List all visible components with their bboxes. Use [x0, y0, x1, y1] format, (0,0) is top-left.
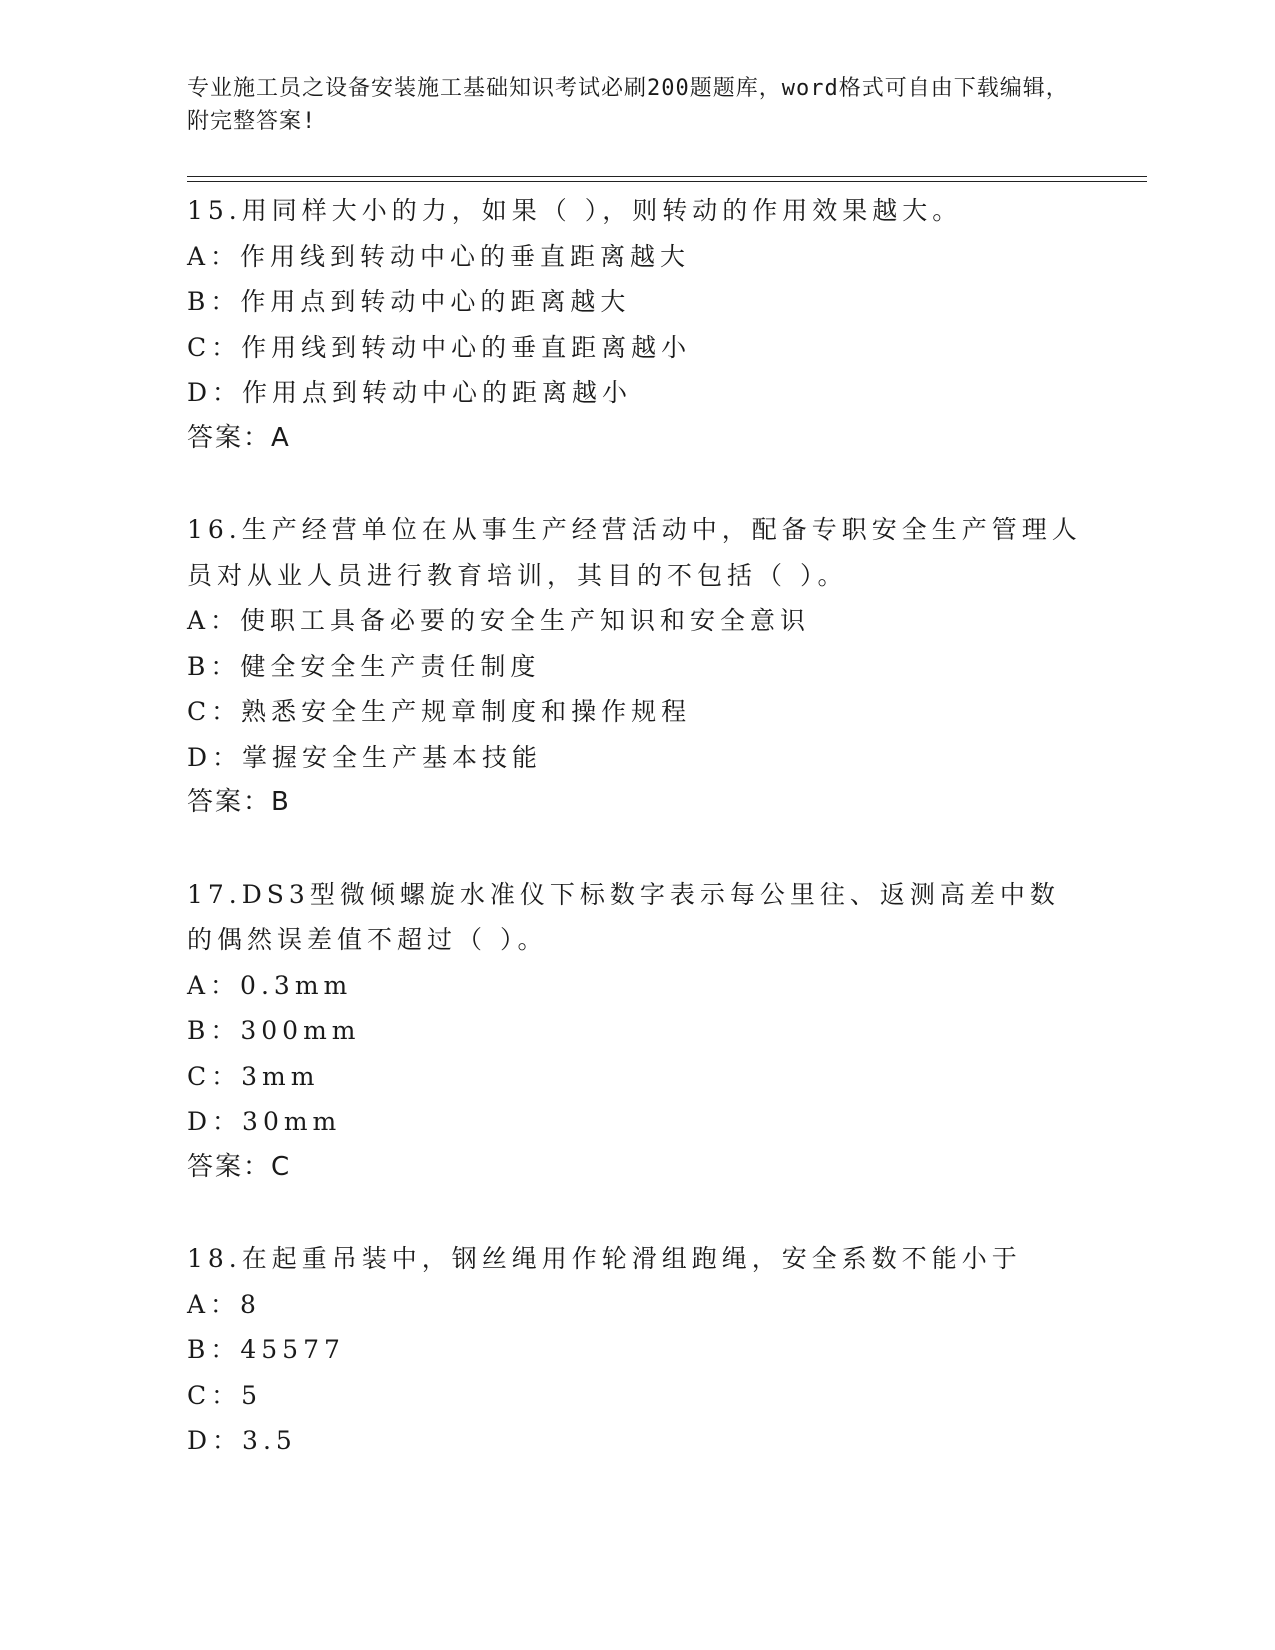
option-c: C：3mm — [187, 1061, 320, 1091]
question-18 — [187, 1236, 1087, 1464]
option-b: B：45577 — [187, 1335, 345, 1364]
question-list — [187, 188, 1087, 1510]
answer: 答案：A — [187, 422, 291, 453]
header-divider-bottom — [187, 181, 1147, 182]
document-title: 专业施工员之设备安装施工基础知识考试必刷200题题库，word格式可自由下载编辑，附完整答案! — [187, 76, 1069, 134]
option-a: A：0.3mm — [187, 970, 353, 1000]
question-17 — [187, 872, 1087, 1191]
option-a: A：使职工具备必要的安全生产知识和安全意识 — [187, 606, 811, 635]
question-16 — [187, 507, 1087, 826]
option-d: D：30mm — [187, 1107, 342, 1136]
option-b: B：300mm — [187, 1016, 361, 1045]
question-text: 17.DS3型微倾螺旋水准仪下标数字表示每公里往、返测高差中数的偶然误差值不超过（ ）。 — [187, 879, 1060, 954]
question-15 — [187, 188, 1087, 461]
question-text: 15.用同样大小的力，如果（ ），则转动的作用效果越大。 — [187, 196, 963, 225]
answer: 答案：B — [187, 787, 291, 817]
option-c: C：熟悉安全生产规章制度和操作规程 — [187, 697, 692, 726]
option-c: C：作用线到转动中心的垂直距离越小 — [187, 332, 692, 362]
option-a: A：8 — [187, 1289, 261, 1319]
header-divider-top — [187, 176, 1147, 177]
option-d: D：作用点到转动中心的距离越小 — [187, 378, 633, 407]
option-a: A：作用线到转动中心的垂直距离越大 — [187, 241, 691, 271]
option-c: C：5 — [187, 1380, 263, 1410]
option-d: D：掌握安全生产基本技能 — [187, 742, 543, 772]
answer: 答案：C — [187, 1151, 292, 1182]
option-b: B：健全安全生产责任制度 — [187, 651, 541, 681]
option-b: B：作用点到转动中心的距离越大 — [187, 287, 631, 316]
question-text: 16.生产经营单位在从事生产经营活动中，配备专职安全生产管理人员对从业人员进行教育培训，其目的不包括（ ）。 — [187, 515, 1082, 590]
option-d: D：3.5 — [187, 1426, 297, 1455]
question-text: 18.在起重吊装中，钢丝绳用作轮滑组跑绳，安全系数不能小于 — [187, 1244, 1022, 1273]
